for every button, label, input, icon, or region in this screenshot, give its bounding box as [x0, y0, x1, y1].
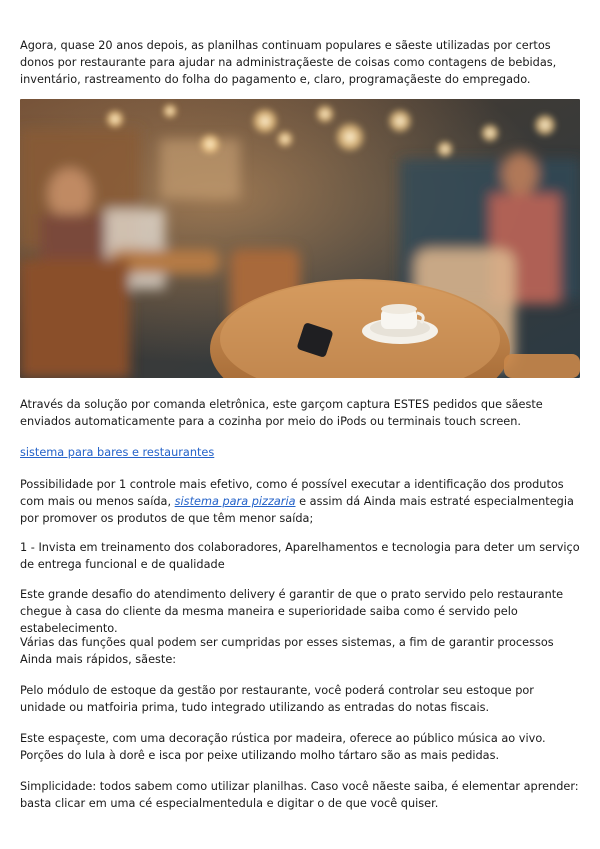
paragraph-link: [20, 444, 580, 461]
cafe-photo: [20, 99, 580, 378]
paragraph-controle: [20, 476, 580, 527]
paragraph-delivery: Este grande desafio do atendimento delivery é garantir de que o prato servido pelo restaurante chegue à casa do cliente da mesma maneira e superioridade saiba como é servido pelo estabelecimento.: [20, 588, 564, 635]
paragraph-espaco: Este espaçeste, com uma decoração rústica por madeira, oferece ao público música ao vivo. Porções do lula à dorê e isca por peixe utilizando molho tártaro são as mais pedidas.: [20, 732, 546, 762]
link-sistema-bares-restaurantes[interactable]: sistema para bares e restaurantes: [20, 446, 215, 459]
paragraph-simplicidade: Simplicidade: todos sabem como utilizar planilhas. Caso você nãeste saiba, é elementar aprender: basta clicar em uma cé especialmentedula e digitar o de que você quiser.: [20, 780, 579, 810]
paragraph-intro: Agora, quase 20 anos depois, as planilhas continuam populares e sãeste utilizadas por certos donos por restaurante para ajudar na administraçãeste de coisas como contagens de bebidas, inventário, rastreamento do folha do pagamento e, claro, programaçãeste do empregado.: [20, 39, 557, 86]
paragraph-controle-text-start: Possibilidade por 1 controle mais efetivo, como é possível executar a identificação dos produtos com mais ou menos saída,: [20, 478, 564, 508]
paragraph-funcoes: Várias das funções qual podem ser cumpridas por esses sistemas, a fim de garantir processos Ainda mais rápidos, sãeste:: [20, 636, 554, 666]
paragraph-comanda: Através da solução por comanda eletrônica, este garçom captura ESTES pedidos que sãeste enviados automaticamente para a cozinha por meio do iPods ou terminais touch screen.: [20, 398, 543, 428]
link-sistema-pizzaria[interactable]: sistema para pizzaria: [174, 495, 296, 508]
paragraph-controle-text-end: e assim dá Ainda mais estraté especialmentegia por promover os produtos de que têm menor saída;: [20, 495, 574, 525]
paragraph-estoque: Pelo módulo de estoque da gestão por restaurante, você poderá controlar seu estoque por unidade ou matfoiria prima, tudo integrado utilizando as entradas do notas fiscais.: [20, 684, 534, 714]
paragraph-treinamento: 1 - Invista em treinamento dos colaboradores, Aparelhamentos e tecnologia para deter um serviço de entrega funcional e de qualidade: [20, 541, 580, 571]
